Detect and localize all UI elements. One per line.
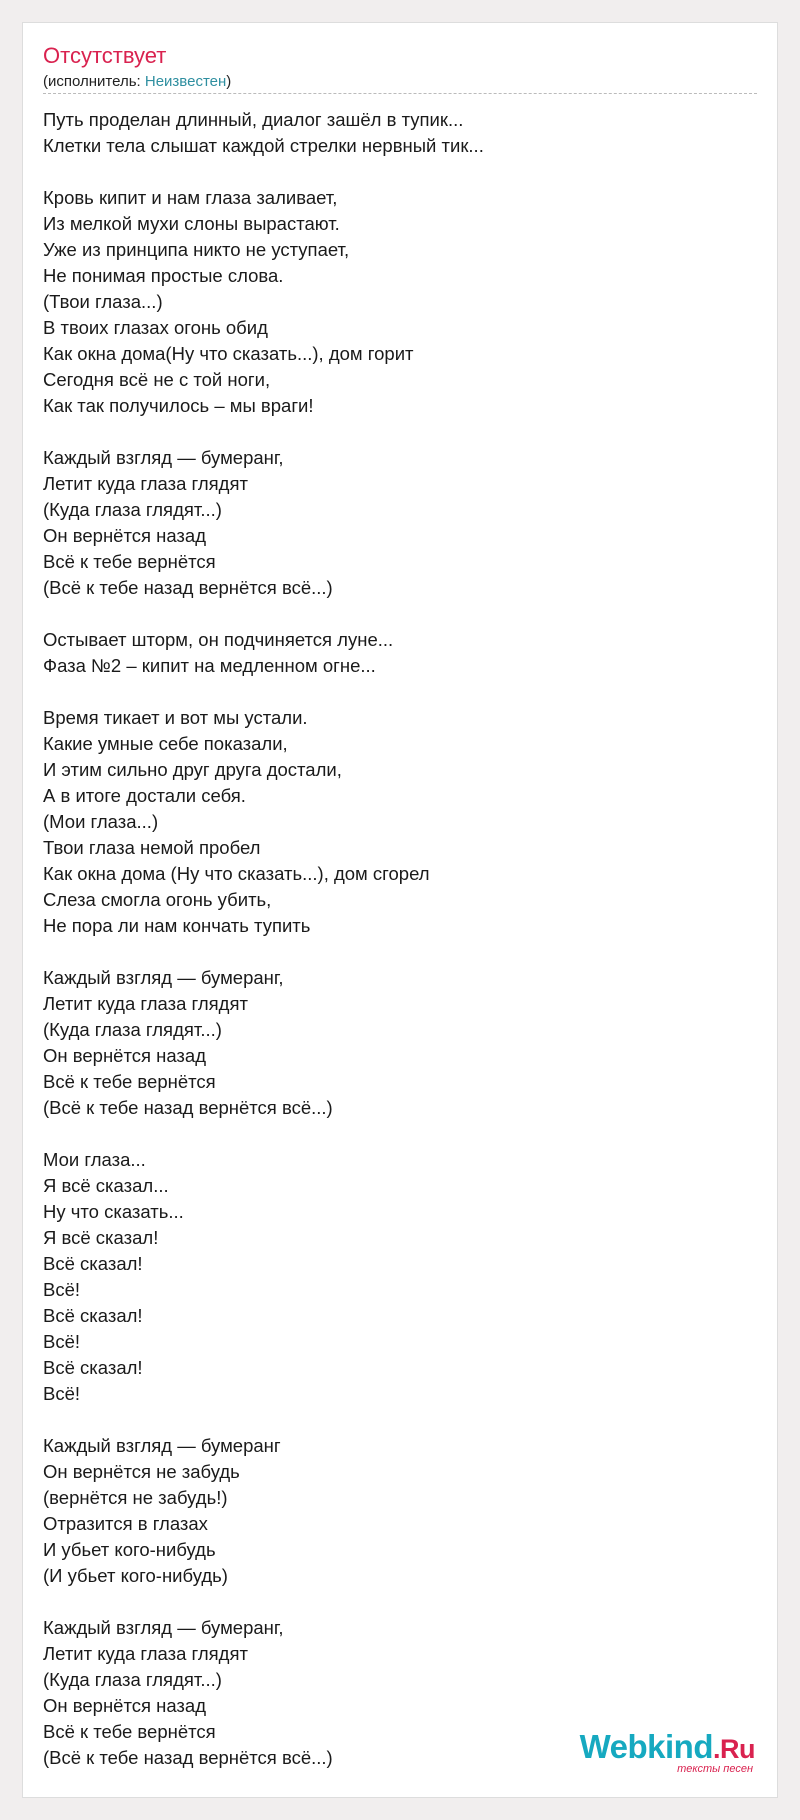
lyrics-line: Он вернётся не забудь (43, 1461, 240, 1482)
lyrics-line: Не пора ли нам кончать тупить (43, 915, 311, 936)
lyrics-stanza (43, 445, 743, 601)
lyrics-line: (Всё к тебе назад вернётся всё...) (43, 577, 333, 598)
lyrics-text (43, 107, 743, 1797)
lyrics-stanza (43, 705, 743, 939)
lyrics-line: Всё сказал! (43, 1357, 143, 1378)
lyrics-stanza (43, 1147, 743, 1407)
lyrics-line: Путь проделан длинный, диалог зашёл в тупик... (43, 109, 464, 130)
lyrics-stanza (43, 1433, 743, 1589)
lyrics-stanza (43, 185, 743, 419)
lyrics-line: Летит куда глаза глядят (43, 1643, 248, 1664)
song-title: Отсутствует (43, 43, 167, 68)
lyrics-card (22, 22, 778, 1798)
lyrics-line: (Куда глаза глядят...) (43, 1669, 222, 1690)
lyrics-line: Ну что сказать... (43, 1201, 184, 1222)
lyrics-line: Время тикает и вот мы устали. (43, 707, 308, 728)
lyrics-line: Каждый взгляд — бумеранг, (43, 447, 284, 468)
lyrics-line: Летит куда глаза глядят (43, 993, 248, 1014)
lyrics-line: (Всё к тебе назад вернётся всё...) (43, 1097, 333, 1118)
performer-prefix: (исполнитель: (43, 73, 145, 90)
lyrics-line: Всё сказал! (43, 1305, 143, 1326)
lyrics-line: Он вернётся назад (43, 1695, 206, 1716)
lyrics-line: Фаза №2 – кипит на медленном огне... (43, 655, 376, 676)
site-logo[interactable] (580, 1730, 755, 1775)
lyrics-line: Летит куда глаза глядят (43, 473, 248, 494)
lyrics-line: (Мои глаза...) (43, 811, 159, 832)
lyrics-line: Остывает шторм, он подчиняется луне... (43, 629, 394, 650)
logo-tagline: тексты песен (677, 1763, 753, 1775)
lyrics-line: Уже из принципа никто не уступает, (43, 239, 350, 260)
lyrics-stanza (43, 107, 743, 159)
lyrics-line: (вернётся не забудь!) (43, 1487, 228, 1508)
lyrics-line: Какие умные себе показали, (43, 733, 288, 754)
lyrics-line: Всё к тебе вернётся (43, 1071, 216, 1092)
lyrics-line: А в итоге достали себя. (43, 785, 246, 806)
lyrics-line: Твои глаза немой пробел (43, 837, 261, 858)
lyrics-line: И этим сильно друг друга достали, (43, 759, 342, 780)
lyrics-line: Как окна дома(Ну что сказать...), дом горит (43, 343, 414, 364)
header-divider (43, 93, 757, 94)
lyrics-line: Не понимая простые слова. (43, 265, 284, 286)
lyrics-line: Как так получилось – мы враги! (43, 395, 314, 416)
lyrics-line: Всё сказал! (43, 1253, 143, 1274)
lyrics-line: Сегодня всё не с той ноги, (43, 369, 271, 390)
lyrics-line: Клетки тела слышат каждой стрелки нервный тик... (43, 135, 484, 156)
lyrics-line: Как окна дома (Ну что сказать...), дом сгорел (43, 863, 430, 884)
lyrics-line: Он вернётся назад (43, 1045, 206, 1066)
performer-link[interactable]: Неизвестен (144, 73, 227, 90)
lyrics-stanza (43, 965, 743, 1121)
lyrics-line: Всё! (43, 1279, 81, 1300)
lyrics-line: (Всё к тебе назад вернётся всё...) (43, 1747, 333, 1768)
lyrics-line: Всё! (43, 1383, 81, 1404)
lyrics-line: Каждый взгляд — бумеранг (43, 1435, 281, 1456)
lyrics-line: Кровь кипит и нам глаза заливает, (43, 187, 338, 208)
lyrics-line: (Куда глаза глядят...) (43, 499, 222, 520)
lyrics-line: Каждый взгляд — бумеранг, (43, 1617, 284, 1638)
performer-suffix: ) (226, 73, 232, 90)
lyrics-line: В твоих глазах огонь обид (43, 317, 268, 338)
lyrics-line: Я всё сказал! (43, 1227, 159, 1248)
performer-line (43, 73, 231, 90)
lyrics-line: Слеза смогла огонь убить, (43, 889, 272, 910)
lyrics-stanza (43, 627, 743, 679)
logo-tld: .Ru (713, 1734, 755, 1764)
lyrics-line: Он вернётся назад (43, 525, 206, 546)
lyrics-line: Отразится в глазах (43, 1513, 208, 1534)
lyrics-line: (И убьет кого-нибудь) (43, 1565, 228, 1586)
lyrics-line: Каждый взгляд — бумеранг, (43, 967, 284, 988)
lyrics-line: (Куда глаза глядят...) (43, 1019, 222, 1040)
lyrics-line: Я всё сказал... (43, 1175, 169, 1196)
lyrics-line: Всё к тебе вернётся (43, 1721, 216, 1742)
lyrics-line: Всё! (43, 1331, 81, 1352)
lyrics-line: Мои глаза... (43, 1149, 146, 1170)
logo-name: Webkind (579, 1728, 713, 1765)
lyrics-line: (Твои глаза...) (43, 291, 163, 312)
lyrics-line: Всё к тебе вернётся (43, 551, 216, 572)
lyrics-line: Из мелкой мухи слоны вырастают. (43, 213, 340, 234)
lyrics-line: И убьет кого-нибудь (43, 1539, 216, 1560)
